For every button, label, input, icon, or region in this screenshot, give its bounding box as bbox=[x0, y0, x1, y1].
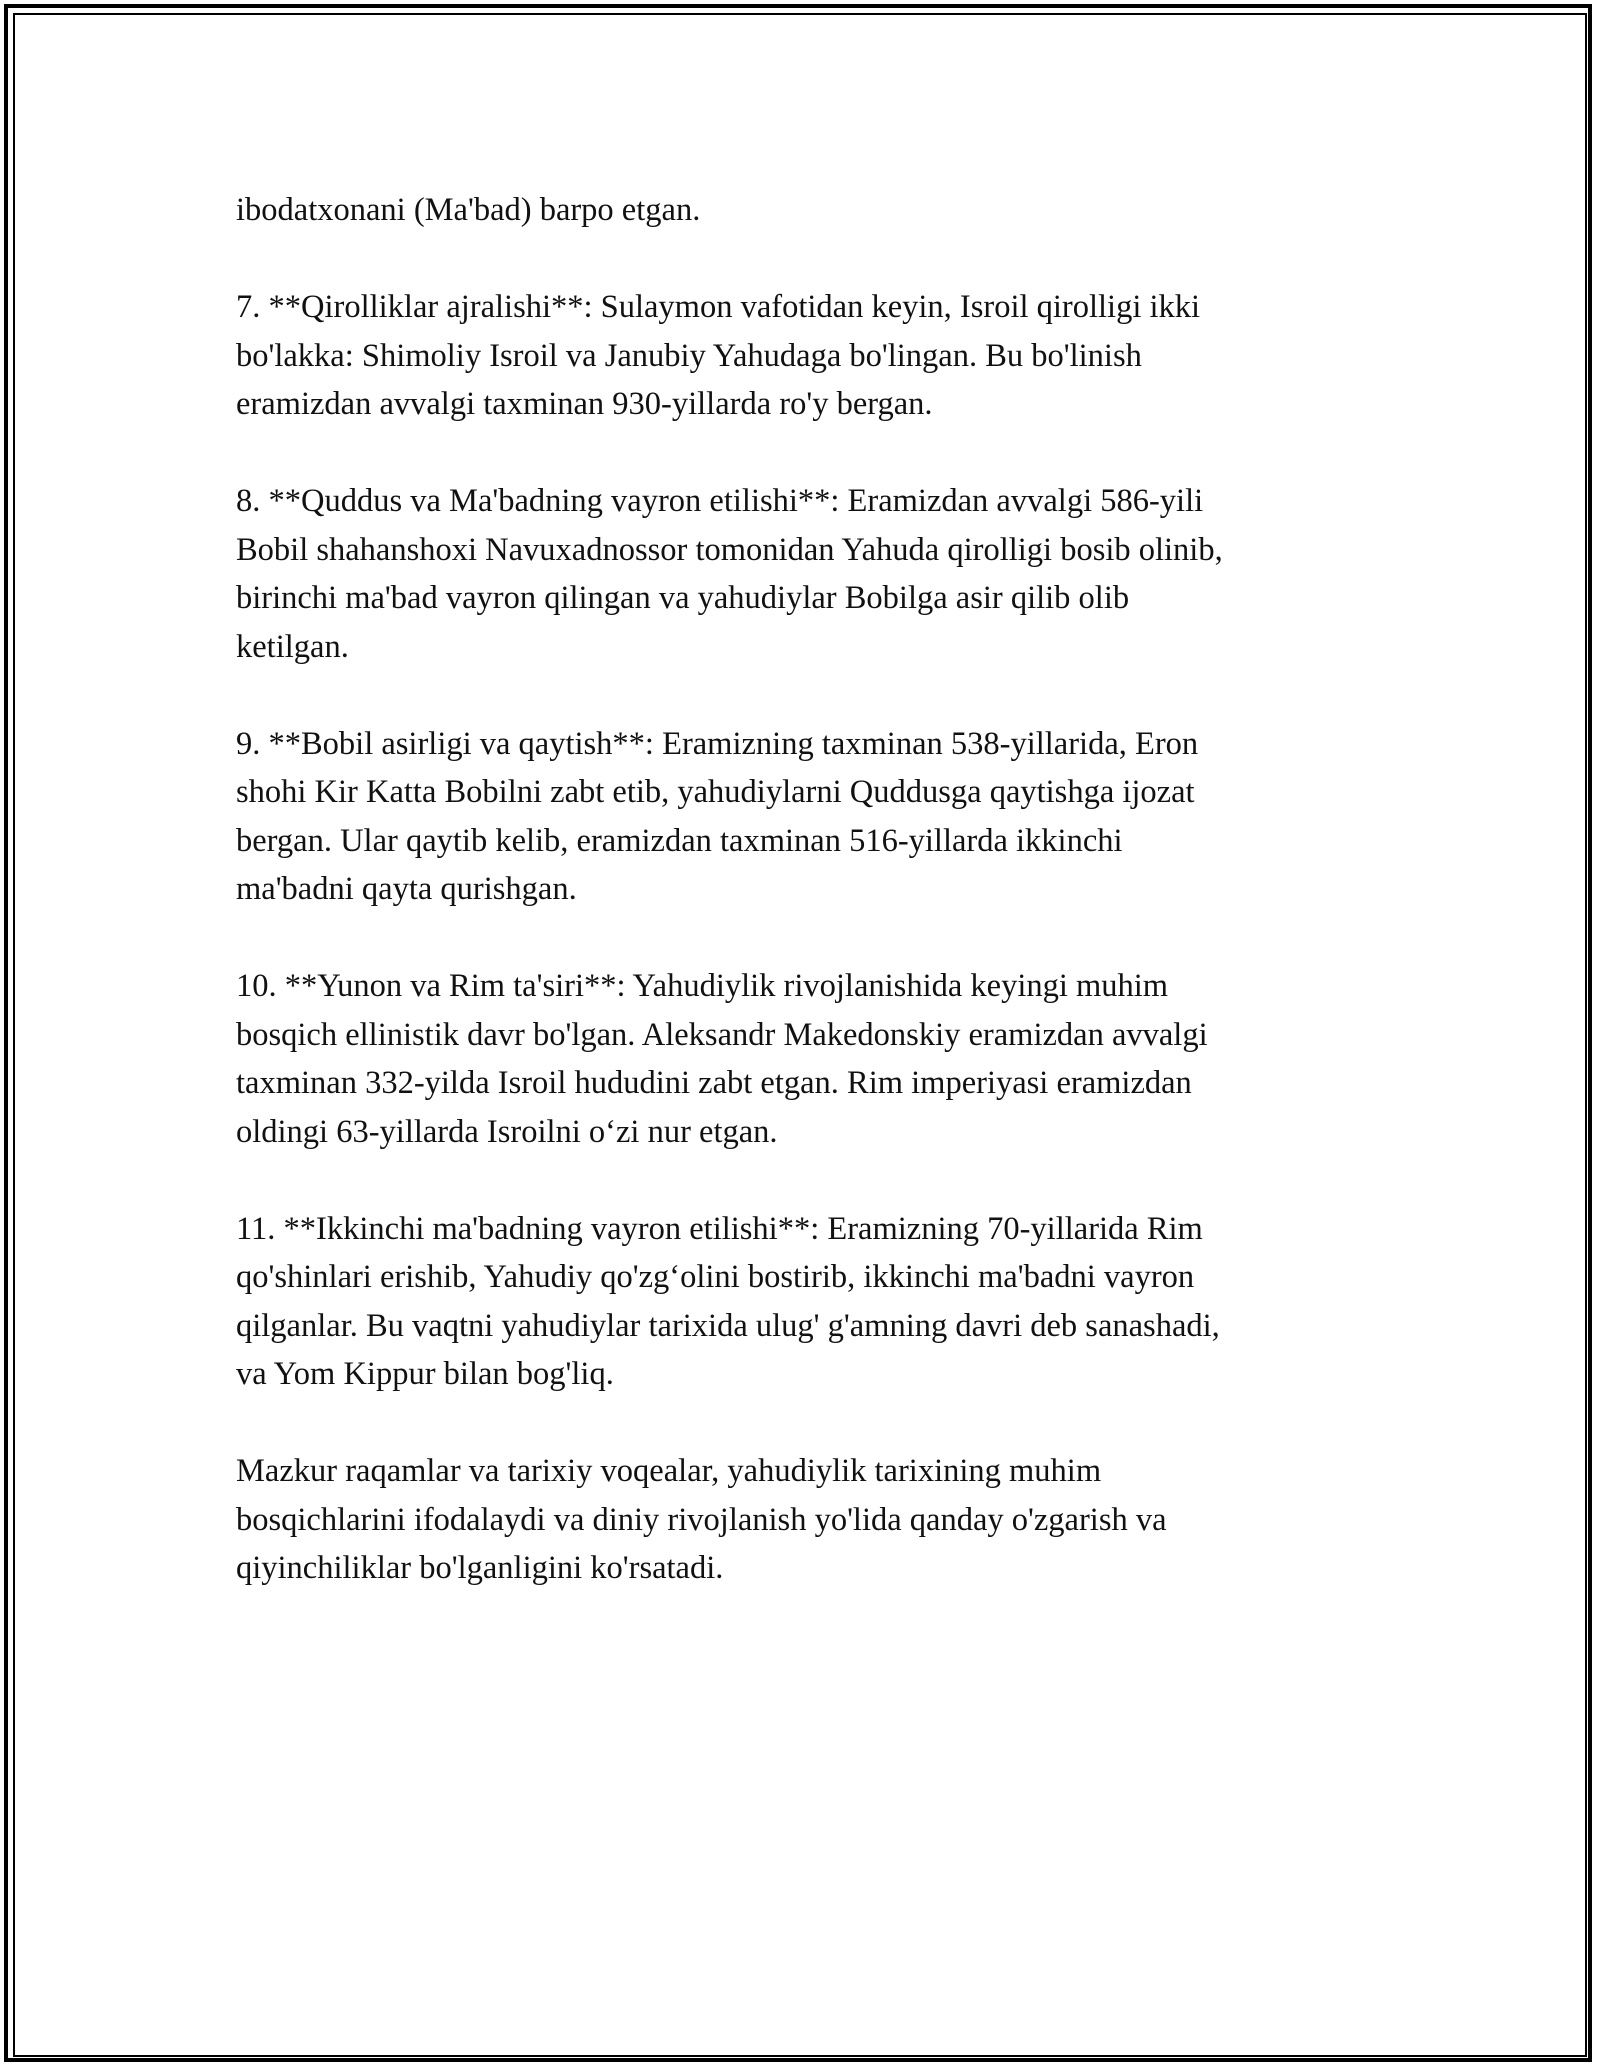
paragraph-item-10: 10. **Yunon va Rim ta'siri**: Yahudiylik rivojlanishida keyingi muhim bosqich ellinistik davr bo'lgan. Aleksandr Makedonskiy eramizdan avvalgi taxminan 332-yilda Isroil hududini zabt etgan. Rim imperiyasi eramizdan oldingi 63-yillarda Isroilni o‘zi nur etgan. bbox=[236, 968, 1208, 1150]
paragraph-item-9: 9. **Bobil asirligi va qaytish**: Eramizning taxminan 538-yillarida, Eron shohi Kir Katta Bobilni zabt etib, yahudiylarni Quddusga qaytishga ijozat bergan. Ular qaytib kelib, eramizdan taxminan 516-yillarda ikkinchi ma'badni qayta qurishgan. bbox=[236, 725, 1199, 907]
paragraph-item-7: 7. **Qirolliklar ajralishi**: Sulaymon vafotidan keyin, Isroil qirolligi ikki bo'lakka: Shimoliy Isroil va Janubiy Yahudaga bo'lingan. Bu bo'linish eramizdan avvalgi taxminan 930-yillarda ro'y bergan. bbox=[236, 289, 1201, 422]
paragraph-conclusion: Mazkur raqamlar va tarixiy voqealar, yahudiylik tarixining muhim bosqichlarini ifodalaydi va diniy rivojlanish yo'lida qanday o'zgarish va qiyinchiliklar bo'lganligini ko'rsatadi. bbox=[236, 1453, 1167, 1586]
document-body bbox=[236, 186, 1366, 1641]
paragraph-item-11: 11. **Ikkinchi ma'badning vayron etilishi**: Eramizning 70-yillarida Rim qo'shinlari erishib, Yahudiy qo'zg‘olini bostirib, ikkinchi ma'badni vayron qilganlar. Bu vaqtni yahudiylar tarixida ulug' g'amning davri deb sanashadi, va Yom Kippur bilan bog'liq. bbox=[236, 1210, 1220, 1392]
paragraph-item-8: 8. **Quddus va Ma'badning vayron etilishi**: Eramizdan avvalgi 586-yili Bobil shahanshoxi Navuxadnossor tomonidan Yahuda qirolligi bosib olinib, birinchi ma'bad vayron qilingan va yahudiylar Bobilga asir qilib olib ketilgan. bbox=[236, 483, 1223, 665]
paragraph-continuation: ibodatxonani (Ma'bad) barpo etgan. bbox=[236, 192, 701, 228]
